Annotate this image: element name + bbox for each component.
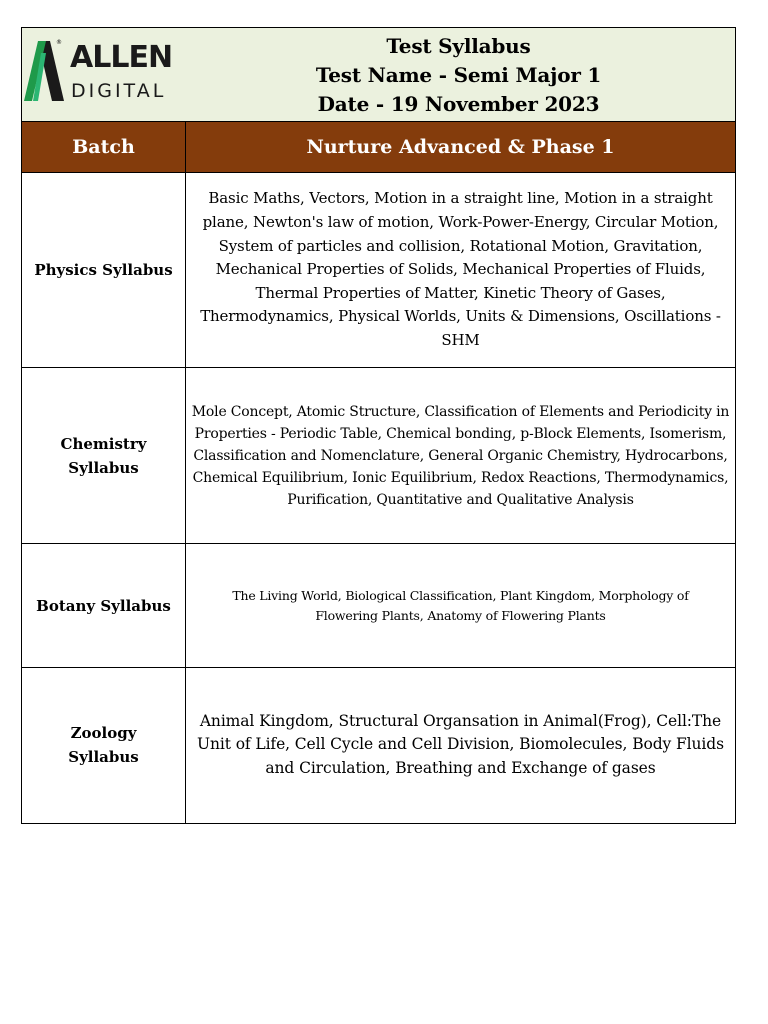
table-row-zoology [22, 668, 735, 823]
syllabus-sheet [21, 27, 736, 824]
row-label: Physics Syllabus [22, 173, 186, 368]
logo-word-digital: DIGITAL [71, 80, 167, 102]
table-row-chemistry [22, 368, 735, 544]
allen-a-icon [24, 41, 64, 101]
batch-header: Batch [22, 122, 186, 173]
row-content: The Living World, Biological Classification, Plant Kingdom, Morphology of Flowering Plants, Anatomy of Flowering Plants [186, 544, 736, 668]
syllabus-table [22, 122, 735, 823]
test-name: Test Name - Semi Major 1 [315, 63, 602, 87]
registered-mark: ® [56, 39, 62, 46]
row-label: Chemistry Syllabus [22, 368, 186, 544]
row-content: Animal Kingdom, Structural Organsation in Animal(Frog), Cell:The Unit of Life, Cell Cycle and Cell Division, Biomolecules, Body Fluids and Circulation, Breathing and Exchange of gases [186, 668, 736, 823]
row-content: Basic Maths, Vectors, Motion in a straight line, Motion in a straight plane, Newton's law of motion, Work-Power-Energy, Circular Motion, System of particles and collision, Rotational Motion, Gravitation, Mechanical Properties of Solids, Mechanical Properties of Fluids, Thermal Properties of Matter, Kinetic Theory of Gases, Thermodynamics, Physical Worlds, Units & Dimensions, Oscillations - SHM [186, 173, 736, 368]
batch-name-header: Nurture Advanced & Phase 1 [186, 122, 736, 173]
logo-word-allen: ALLEN [70, 40, 173, 75]
document-header [22, 28, 735, 122]
row-label: Zoology Syllabus [22, 668, 186, 823]
table-row-physics [22, 173, 735, 368]
title-block [182, 32, 735, 119]
allen-digital-logo [24, 38, 174, 104]
row-label: Botany Syllabus [22, 544, 186, 668]
test-date: Date - 19 November 2023 [317, 92, 600, 116]
table-header-row [22, 122, 735, 173]
document-title: Test Syllabus [386, 34, 531, 58]
row-content: Mole Concept, Atomic Structure, Classification of Elements and Periodicity in Properties - Periodic Table, Chemical bonding, p-Block Elements, Isomerism, Classification and Nomenclature, General Organic Chemistry, Hydrocarbons, Chemical Equilibrium, Ionic Equilibrium, Redox Reactions, Thermodynamics, Purification, Quantitative and Qualitative Analysis [186, 368, 736, 544]
table-row-botany [22, 544, 735, 668]
